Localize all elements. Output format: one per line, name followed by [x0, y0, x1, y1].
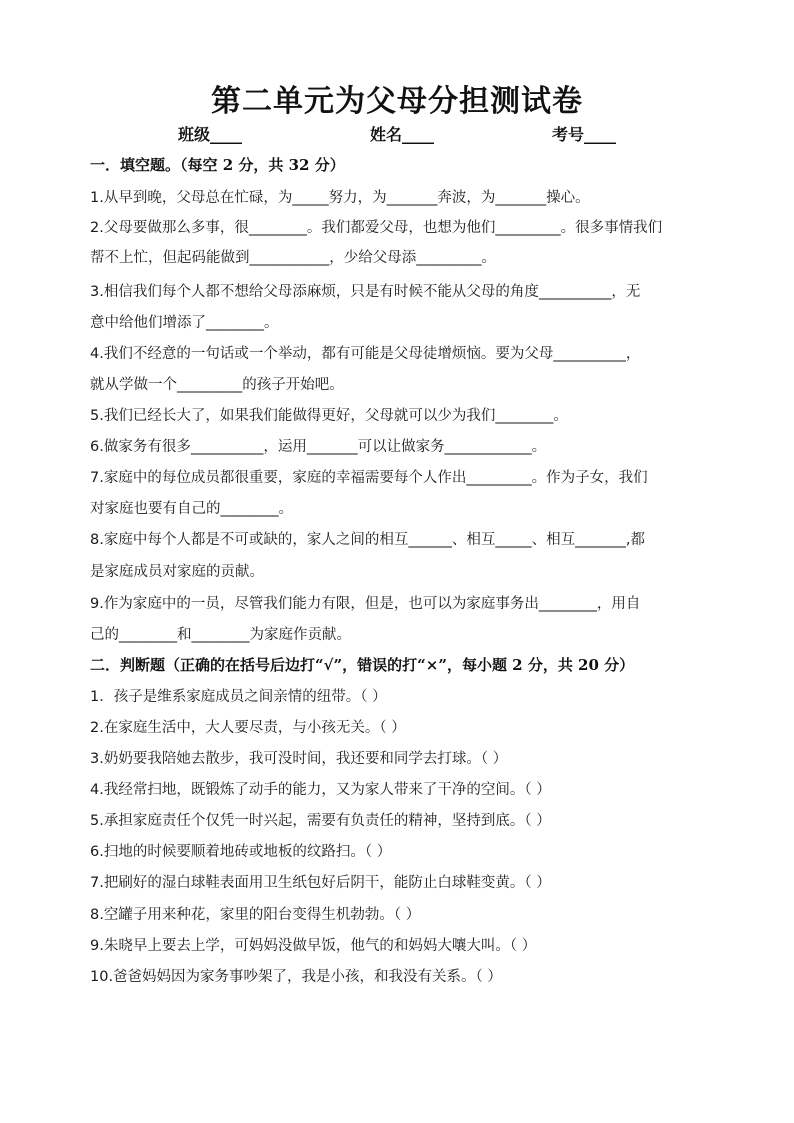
question-line: 2.在家庭生活中，大人要尽责，与小孩无关。（ ） — [90, 720, 406, 736]
question-line: 2.父母要做那么多事，很________。我们都爱父母，也想为他们_________。很多事情我们 — [90, 220, 663, 236]
question-line: 1．孩子是维系家庭成员之间亲情的纽带。（ ） — [90, 689, 387, 705]
question-line: 9.朱晓早上要去上学，可妈妈没做早饭，他气的和妈妈大嚷大叫。（ ） — [90, 938, 537, 954]
question-line: 9.作为家庭中的一员，尽管我们能力有限，但是，也可以为家庭事务出________，用自 — [90, 596, 641, 612]
name-field: 姓名____ — [370, 125, 435, 144]
question-line: 7.家庭中的每位成员都很重要，家庭的幸福需要每个人作出_________。作为子女，我们 — [90, 470, 648, 486]
question-line: 4.我经常扫地，既锻炼了动手的能力，又为家人带来了干净的空间。（ ） — [90, 782, 551, 798]
question-line: 就从学做一个_________的孩子开始吧。 — [90, 377, 344, 393]
question-line: 4.我们不经意的一句话或一个举动，都有可能是父母徒增烦恼。要为父母__________， — [90, 346, 641, 362]
page-title: 第二单元为父母分担测试卷 — [211, 84, 583, 119]
question-line: 是家庭成员对家庭的贡献。 — [90, 564, 264, 580]
question-line: 6.做家务有很多__________，运用_______可以让做家务____________。 — [90, 439, 547, 455]
question-line: 意中给他们增添了________。 — [90, 315, 279, 331]
question-line: 1.从早到晚，父母总在忙碌，为_____努力，为_______奔波，为_______操心。 — [90, 190, 590, 206]
question-line: 3.相信我们每个人都不想给父母添麻烦，只是有时候不能从父母的角度__________，无 — [90, 284, 641, 300]
question-line: 8.家庭中每个人都是不可或缺的，家人之间的相互______、相互_____、相互_______,都 — [90, 532, 645, 548]
question-line: 己的________和________为家庭作贡献。 — [90, 627, 351, 643]
section-heading-fill-blank: 一．填空题。（每空 2 分，共 32 分） — [90, 156, 345, 174]
class-field: 班级____ — [178, 125, 243, 144]
question-line: 5.我们已经长大了，如果我们能做得更好，父母就可以少为我们________。 — [90, 408, 568, 424]
question-line: 6.扫地的时候要顺着地砖或地板的纹路扫。（ ） — [90, 844, 392, 860]
question-line: 5.承担家庭责任个仅凭一时兴起，需要有负责任的精神，坚持到底。（ ） — [90, 813, 551, 829]
question-line: 3.奶奶要我陪她去散步，我可没时间，我还要和同学去打球。（ ） — [90, 751, 508, 767]
student-info-row — [0, 122, 794, 148]
question-line: 8.空罐子用来种花，家里的阳台变得生机勃勃。（ ） — [90, 907, 421, 923]
number-field: 考号____ — [552, 125, 617, 144]
section-heading-true-false: 二．判断题（正确的在括号后边打“√”，错误的打“×”，每小题 2 分，共 20 分） — [90, 656, 635, 674]
question-line: 帮不上忙，但起码能做到___________，少给父母添_________。 — [90, 250, 496, 266]
question-line: 7.把刷好的湿白球鞋表面用卫生纸包好后阴干，能防止白球鞋变黄。（ ） — [90, 875, 551, 891]
question-line: 10.爸爸妈妈因为家务事吵架了，我是小孩，和我没有关系。（ ） — [90, 969, 502, 985]
question-line: 对家庭也要有自己的________。 — [90, 501, 293, 517]
